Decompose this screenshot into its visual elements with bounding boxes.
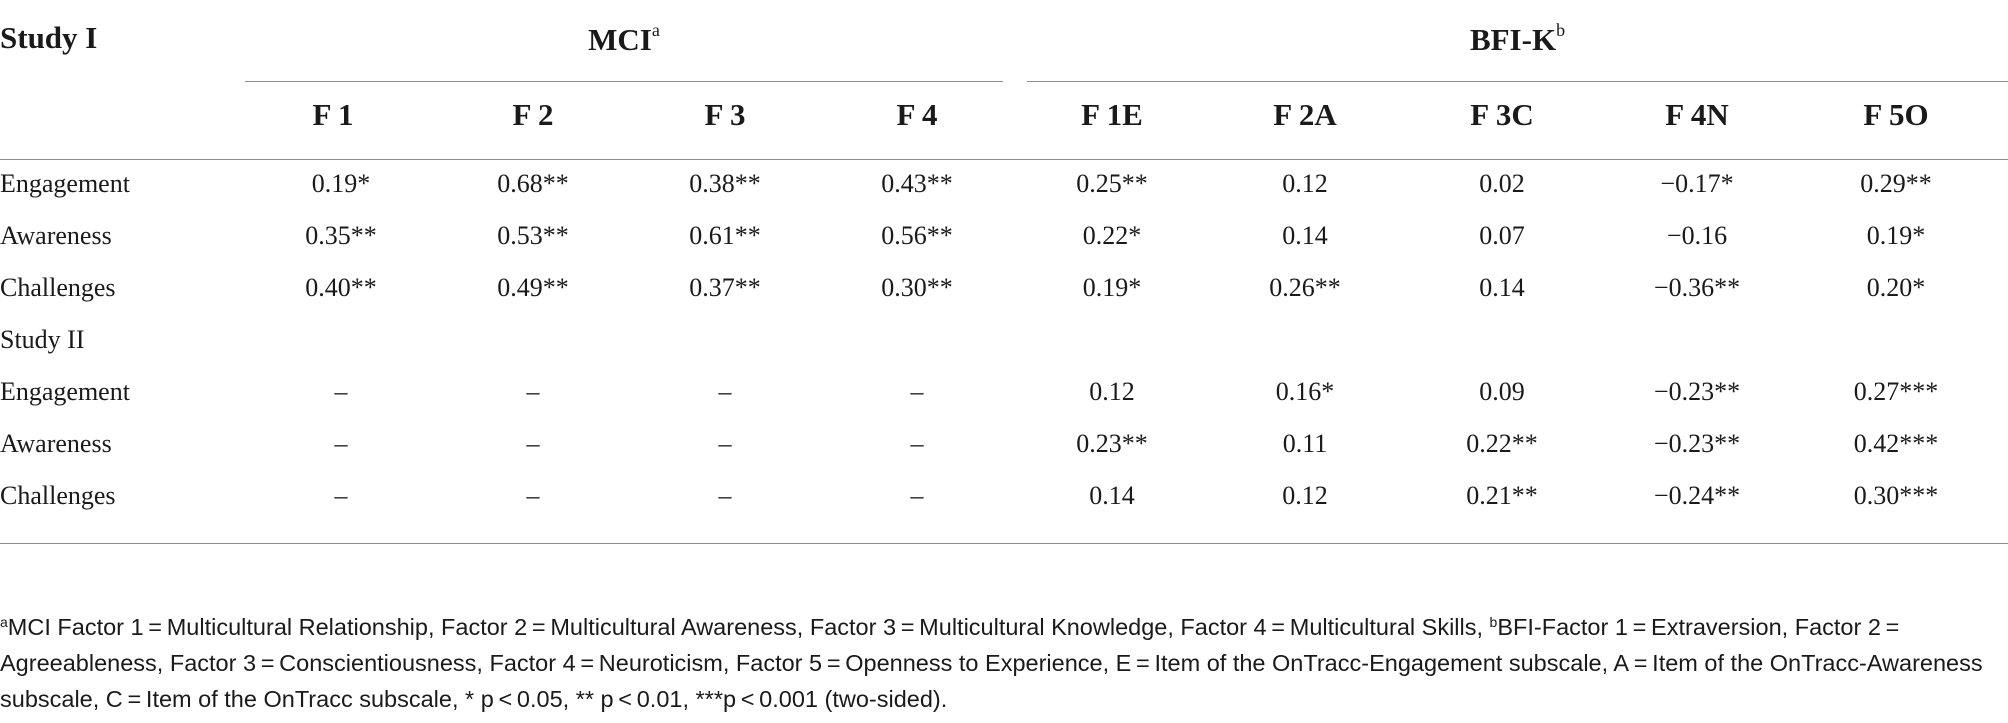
- table-cell: 0.07: [1479, 221, 1525, 250]
- table-cell: –: [718, 481, 732, 510]
- table-cell: 0.12: [1089, 377, 1135, 406]
- table-cell: 0.61**: [689, 221, 761, 250]
- table-cell: 0.30**: [881, 273, 953, 302]
- column-header-f1e: F 1E: [1081, 97, 1143, 132]
- table-cell: 0.37**: [689, 273, 761, 302]
- study-i-label: Study I: [0, 20, 98, 55]
- table-cell: 0.29**: [1860, 169, 1932, 198]
- table-row: [0, 470, 2008, 522]
- table-cell: 0.30***: [1853, 481, 1939, 510]
- table-row: [0, 418, 2008, 470]
- study-ii-label: Study II: [0, 325, 85, 354]
- table-cell: –: [526, 377, 540, 406]
- group-header-mci: [245, 20, 1003, 58]
- row-label: Challenges: [0, 273, 116, 302]
- group-header-bfi: [1027, 20, 2008, 58]
- table-cell: 0.68**: [497, 169, 569, 198]
- column-header-f5o: F 5O: [1863, 97, 1929, 132]
- table-cell: 0.19*: [311, 169, 371, 198]
- table-cell: –: [334, 481, 348, 510]
- table-row: [0, 210, 2008, 262]
- table-cell: 0.43**: [881, 169, 953, 198]
- table-cell: 0.35**: [305, 221, 377, 250]
- table-cell: 0.53**: [497, 221, 569, 250]
- table-cell: 0.14: [1479, 273, 1525, 302]
- table-cell: –: [910, 429, 924, 458]
- column-header-f4n: F 4N: [1665, 97, 1729, 132]
- table-cell: 0.19*: [1866, 221, 1926, 250]
- column-header-f1: F 1: [312, 97, 354, 132]
- column-header-f3: F 3: [704, 97, 746, 132]
- table-cell: 0.19*: [1082, 273, 1142, 302]
- table-cell: 0.22**: [1466, 429, 1538, 458]
- table-cell: 0.02: [1479, 169, 1525, 198]
- table-cell: 0.23**: [1076, 429, 1148, 458]
- table-cell: –: [718, 429, 732, 458]
- table-row: [0, 262, 2008, 314]
- footnote-marker-a: a: [0, 614, 8, 630]
- table-cell: −0.24**: [1653, 481, 1741, 510]
- table-cell: 0.11: [1282, 429, 1328, 458]
- row-label: Challenges: [0, 481, 116, 510]
- column-header-f3c: F 3C: [1470, 97, 1534, 132]
- row-label: Engagement: [0, 377, 130, 406]
- table-cell: 0.26**: [1269, 273, 1341, 302]
- group-header-mci-text: MCI: [588, 22, 652, 57]
- row-label: Awareness: [0, 429, 112, 458]
- table-cell: 0.22*: [1082, 221, 1142, 250]
- table-cell: –: [526, 481, 540, 510]
- group-header-bfi-text: BFI-K: [1469, 22, 1557, 57]
- row-label: Awareness: [0, 221, 112, 250]
- table-row: [0, 158, 2008, 210]
- column-header-f2: F 2: [512, 97, 554, 132]
- row-label: Engagement: [0, 169, 130, 198]
- table-cell: –: [718, 377, 732, 406]
- table-cell: 0.16*: [1275, 377, 1335, 406]
- group-header-row: [0, 0, 2008, 84]
- table-cell: 0.14: [1089, 481, 1135, 510]
- table-cell: −0.23**: [1653, 429, 1741, 458]
- footnote-bfi-text: BFI-Factor 1 = Extraversion, Factor 2 = Agreeableness, Factor 3 = Conscientiousness, Factor 4 = Neuroticism, Factor 5 = Openness to Experience, E = Item of the OnTracc-Engagement subscale, A = Item of the OnTracc-Awareness subscale, C = Item of the OnTracc subscale, * p < 0.05, ** p < 0.01, ***p < 0.001 (two-sided).: [0, 614, 1983, 712]
- table-footnote: [0, 604, 2000, 717]
- table-cell: –: [910, 481, 924, 510]
- table-cell: –: [526, 429, 540, 458]
- group-header-bfi-sup: b: [1556, 20, 1566, 40]
- table-cell: 0.09: [1479, 377, 1525, 406]
- table-cell: 0.12: [1282, 169, 1328, 198]
- table-cell: –: [334, 377, 348, 406]
- table-cell: 0.21**: [1466, 481, 1538, 510]
- table-cell: 0.20*: [1866, 273, 1926, 302]
- table-cell: −0.17*: [1660, 169, 1734, 198]
- table-cell: 0.42***: [1853, 429, 1939, 458]
- table-cell: –: [334, 429, 348, 458]
- table-cell: 0.40**: [305, 273, 377, 302]
- table-cell: 0.38**: [689, 169, 761, 198]
- table-cell: −0.36**: [1653, 273, 1741, 302]
- column-header-f2a: F 2A: [1273, 97, 1337, 132]
- footnote-marker-b: b: [1489, 614, 1498, 630]
- column-header-f4: F 4: [896, 97, 938, 132]
- table-cell: –: [910, 377, 924, 406]
- table-cell: 0.25**: [1076, 169, 1148, 198]
- table-cell: 0.56**: [881, 221, 953, 250]
- table-cell: 0.12: [1282, 481, 1328, 510]
- table-bottom-rule: [0, 543, 2008, 544]
- table-cell: −0.23**: [1653, 377, 1741, 406]
- table-cell: 0.27***: [1853, 377, 1939, 406]
- group-header-mci-sup: a: [651, 20, 660, 40]
- mci-group-rule: [245, 81, 1003, 82]
- table-cell: 0.14: [1282, 221, 1328, 250]
- table-row: [0, 366, 2008, 418]
- table-cell: −0.16: [1666, 221, 1728, 250]
- bfi-group-rule: [1027, 81, 2008, 82]
- section-row: [0, 314, 2008, 366]
- table-cell: 0.49**: [497, 273, 569, 302]
- footnote-mci-text: MCI Factor 1 = Multicultural Relationship, Factor 2 = Multicultural Awareness, Factor 3 = Multicultural Knowledge, Factor 4 = Multicultural Skills,: [7, 614, 1490, 640]
